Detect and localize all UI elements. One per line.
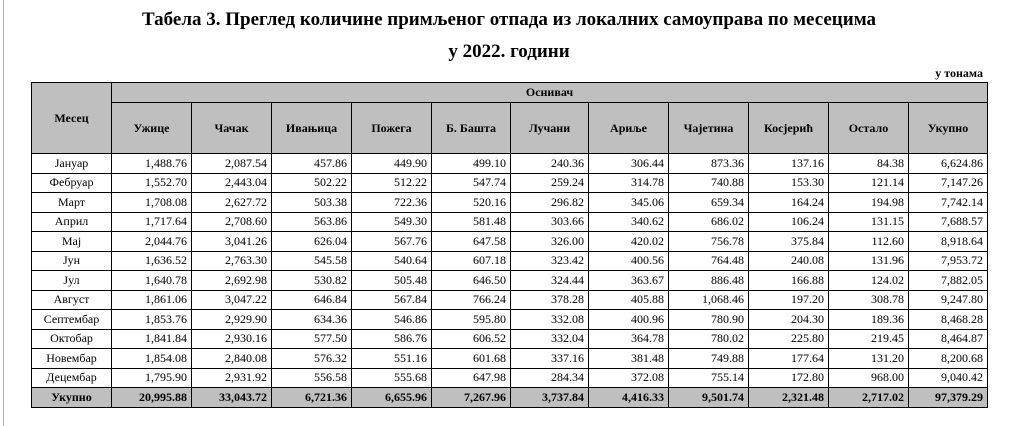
table-row (32, 212, 988, 232)
value-cell: 547.74 (432, 173, 511, 193)
value-cell: 400.56 (589, 251, 669, 271)
value-cell: 1,717.64 (112, 212, 192, 232)
value-cell: 595.80 (432, 310, 511, 330)
value-cell: 1,853.76 (112, 310, 192, 330)
column-header: Ариље (589, 103, 669, 154)
month-cell: Мај (32, 232, 112, 252)
value-cell: 6,624.86 (909, 154, 988, 174)
value-cell: 306.44 (589, 154, 669, 174)
column-header: Укупно (909, 103, 988, 154)
value-cell: 194.98 (829, 193, 909, 213)
value-cell: 6,655.96 (352, 388, 432, 408)
value-cell: 2,717.02 (829, 388, 909, 408)
table-row (32, 310, 988, 330)
value-cell: 555.68 (352, 368, 432, 388)
table-row (32, 368, 988, 388)
table-row (32, 271, 988, 291)
value-cell: 204.30 (749, 310, 829, 330)
value-cell: 755.14 (669, 368, 749, 388)
value-cell: 1,861.06 (112, 290, 192, 310)
value-cell: 545.58 (272, 251, 352, 271)
table-row (32, 173, 988, 193)
table-row (32, 290, 988, 310)
value-cell: 7,953.72 (909, 251, 988, 271)
month-cell: Јануар (32, 154, 112, 174)
value-cell: 1,854.08 (112, 349, 192, 369)
value-cell: 551.16 (352, 349, 432, 369)
value-cell: 112.60 (829, 232, 909, 252)
month-cell: Октобар (32, 329, 112, 349)
value-cell: 659.34 (669, 193, 749, 213)
month-cell: Јун (32, 251, 112, 271)
value-cell: 420.02 (589, 232, 669, 252)
column-header: Пожега (352, 103, 432, 154)
value-cell: 512.22 (352, 173, 432, 193)
value-cell: 240.36 (511, 154, 589, 174)
value-cell: 219.45 (829, 329, 909, 349)
column-header: Косјерић (749, 103, 829, 154)
value-cell: 2,321.48 (749, 388, 829, 408)
value-cell: 1,068.46 (669, 290, 749, 310)
value-cell: 8,464.87 (909, 329, 988, 349)
value-cell: 740.88 (669, 173, 749, 193)
value-cell: 381.48 (589, 349, 669, 369)
value-cell: 7,882.05 (909, 271, 988, 291)
value-cell: 1,552.70 (112, 173, 192, 193)
value-cell: 121.14 (829, 173, 909, 193)
value-cell: 499.10 (432, 154, 511, 174)
value-cell: 646.50 (432, 271, 511, 291)
value-cell: 308.78 (829, 290, 909, 310)
value-cell: 314.78 (589, 173, 669, 193)
value-cell: 332.04 (511, 329, 589, 349)
month-cell: Август (32, 290, 112, 310)
table-row (32, 251, 988, 271)
value-cell: 332.08 (511, 310, 589, 330)
value-cell: 2,087.54 (192, 154, 272, 174)
value-cell: 172.80 (749, 368, 829, 388)
value-cell: 1,708.08 (112, 193, 192, 213)
header-row-group (32, 83, 988, 103)
value-cell: 546.86 (352, 310, 432, 330)
value-cell: 886.48 (669, 271, 749, 291)
left-margin-rule (3, 0, 4, 426)
value-cell: 2,443.04 (192, 173, 272, 193)
value-cell: 375.84 (749, 232, 829, 252)
month-cell: Укупно (32, 388, 112, 408)
table-row (32, 193, 988, 213)
value-cell: 563.86 (272, 212, 352, 232)
value-cell: 646.84 (272, 290, 352, 310)
value-cell: 503.38 (272, 193, 352, 213)
value-cell: 340.62 (589, 212, 669, 232)
value-cell: 4,416.33 (589, 388, 669, 408)
column-header: Ивањица (272, 103, 352, 154)
value-cell: 7,688.57 (909, 212, 988, 232)
value-cell: 581.48 (432, 212, 511, 232)
value-cell: 607.18 (432, 251, 511, 271)
value-cell: 9,247.80 (909, 290, 988, 310)
unit-label: у тонама (935, 66, 983, 80)
column-header: Б. Башта (432, 103, 511, 154)
table-row (32, 349, 988, 369)
value-cell: 1,795.90 (112, 368, 192, 388)
value-cell: 405.88 (589, 290, 669, 310)
value-cell: 576.32 (272, 349, 352, 369)
value-cell: 556.58 (272, 368, 352, 388)
month-cell: Новембар (32, 349, 112, 369)
value-cell: 225.80 (749, 329, 829, 349)
value-cell: 166.88 (749, 271, 829, 291)
value-cell: 324.44 (511, 271, 589, 291)
value-cell: 756.78 (669, 232, 749, 252)
value-cell: 124.02 (829, 271, 909, 291)
table-body (32, 154, 988, 408)
value-cell: 2,840.08 (192, 349, 272, 369)
value-cell: 177.64 (749, 349, 829, 369)
value-cell: 131.20 (829, 349, 909, 369)
column-header: Чачак (192, 103, 272, 154)
month-header: Месец (32, 83, 112, 154)
table-subtitle: у 2022. години (448, 41, 570, 62)
value-cell: 372.08 (589, 368, 669, 388)
value-cell: 9,040.42 (909, 368, 988, 388)
value-cell: 626.04 (272, 232, 352, 252)
value-cell: 6,721.36 (272, 388, 352, 408)
month-cell: Април (32, 212, 112, 232)
value-cell: 1,636.52 (112, 251, 192, 271)
value-cell: 131.96 (829, 251, 909, 271)
value-cell: 323.42 (511, 251, 589, 271)
value-cell: 164.24 (749, 193, 829, 213)
value-cell: 378.28 (511, 290, 589, 310)
value-cell: 259.24 (511, 173, 589, 193)
value-cell: 457.86 (272, 154, 352, 174)
value-cell: 9,501.74 (669, 388, 749, 408)
value-cell: 8,918.64 (909, 232, 988, 252)
value-cell: 780.02 (669, 329, 749, 349)
value-cell: 968.00 (829, 368, 909, 388)
waste-table (31, 82, 988, 408)
value-cell: 364.78 (589, 329, 669, 349)
value-cell: 567.84 (352, 290, 432, 310)
value-cell: 549.30 (352, 212, 432, 232)
month-cell: Јул (32, 271, 112, 291)
founder-group-header: Оснивач (112, 83, 988, 103)
value-cell: 502.22 (272, 173, 352, 193)
table-title: Табела 3. Преглед количине примљеног отпада из локалних самоуправа по месецима (141, 9, 877, 30)
column-header: Остало (829, 103, 909, 154)
value-cell: 3,737.84 (511, 388, 589, 408)
value-cell: 2,929.90 (192, 310, 272, 330)
month-cell: Септембар (32, 310, 112, 330)
value-cell: 7,267.96 (432, 388, 511, 408)
value-cell: 749.88 (669, 349, 749, 369)
value-cell: 766.24 (432, 290, 511, 310)
value-cell: 686.02 (669, 212, 749, 232)
value-cell: 33,043.72 (192, 388, 272, 408)
value-cell: 189.36 (829, 310, 909, 330)
table-row (32, 329, 988, 349)
value-cell: 8,200.68 (909, 349, 988, 369)
value-cell: 601.68 (432, 349, 511, 369)
value-cell: 634.36 (272, 310, 352, 330)
value-cell: 8,468.28 (909, 310, 988, 330)
value-cell: 2,930.16 (192, 329, 272, 349)
value-cell: 1,640.78 (112, 271, 192, 291)
value-cell: 1,488.76 (112, 154, 192, 174)
value-cell: 345.06 (589, 193, 669, 213)
value-cell: 2,708.60 (192, 212, 272, 232)
value-cell: 106.24 (749, 212, 829, 232)
value-cell: 647.98 (432, 368, 511, 388)
value-cell: 1,841.84 (112, 329, 192, 349)
value-cell: 2,044.76 (112, 232, 192, 252)
value-cell: 449.90 (352, 154, 432, 174)
value-cell: 586.76 (352, 329, 432, 349)
value-cell: 284.34 (511, 368, 589, 388)
value-cell: 520.16 (432, 193, 511, 213)
table-row (32, 154, 988, 174)
month-cell: Март (32, 193, 112, 213)
column-header: Ужице (112, 103, 192, 154)
value-cell: 873.36 (669, 154, 749, 174)
column-header: Чајетина (669, 103, 749, 154)
value-cell: 3,047.22 (192, 290, 272, 310)
value-cell: 7,742.14 (909, 193, 988, 213)
header-row-columns (32, 103, 988, 154)
value-cell: 84.38 (829, 154, 909, 174)
column-header: Лучани (511, 103, 589, 154)
value-cell: 153.30 (749, 173, 829, 193)
value-cell: 131.15 (829, 212, 909, 232)
value-cell: 3,041.26 (192, 232, 272, 252)
value-cell: 296.82 (511, 193, 589, 213)
value-cell: 337.16 (511, 349, 589, 369)
value-cell: 137.16 (749, 154, 829, 174)
value-cell: 780.90 (669, 310, 749, 330)
value-cell: 606.52 (432, 329, 511, 349)
value-cell: 2,692.98 (192, 271, 272, 291)
value-cell: 2,763.30 (192, 251, 272, 271)
value-cell: 530.82 (272, 271, 352, 291)
value-cell: 363.67 (589, 271, 669, 291)
value-cell: 7,147.26 (909, 173, 988, 193)
total-row (32, 388, 988, 408)
value-cell: 2,627.72 (192, 193, 272, 213)
value-cell: 540.64 (352, 251, 432, 271)
value-cell: 20,995.88 (112, 388, 192, 408)
value-cell: 764.48 (669, 251, 749, 271)
value-cell: 2,931.92 (192, 368, 272, 388)
value-cell: 577.50 (272, 329, 352, 349)
value-cell: 97,379.29 (909, 388, 988, 408)
value-cell: 647.58 (432, 232, 511, 252)
value-cell: 326.00 (511, 232, 589, 252)
value-cell: 400.96 (589, 310, 669, 330)
month-cell: Децембар (32, 368, 112, 388)
value-cell: 567.76 (352, 232, 432, 252)
value-cell: 722.36 (352, 193, 432, 213)
value-cell: 303.66 (511, 212, 589, 232)
value-cell: 505.48 (352, 271, 432, 291)
table-row (32, 232, 988, 252)
value-cell: 240.08 (749, 251, 829, 271)
value-cell: 197.20 (749, 290, 829, 310)
month-cell: Фебруар (32, 173, 112, 193)
